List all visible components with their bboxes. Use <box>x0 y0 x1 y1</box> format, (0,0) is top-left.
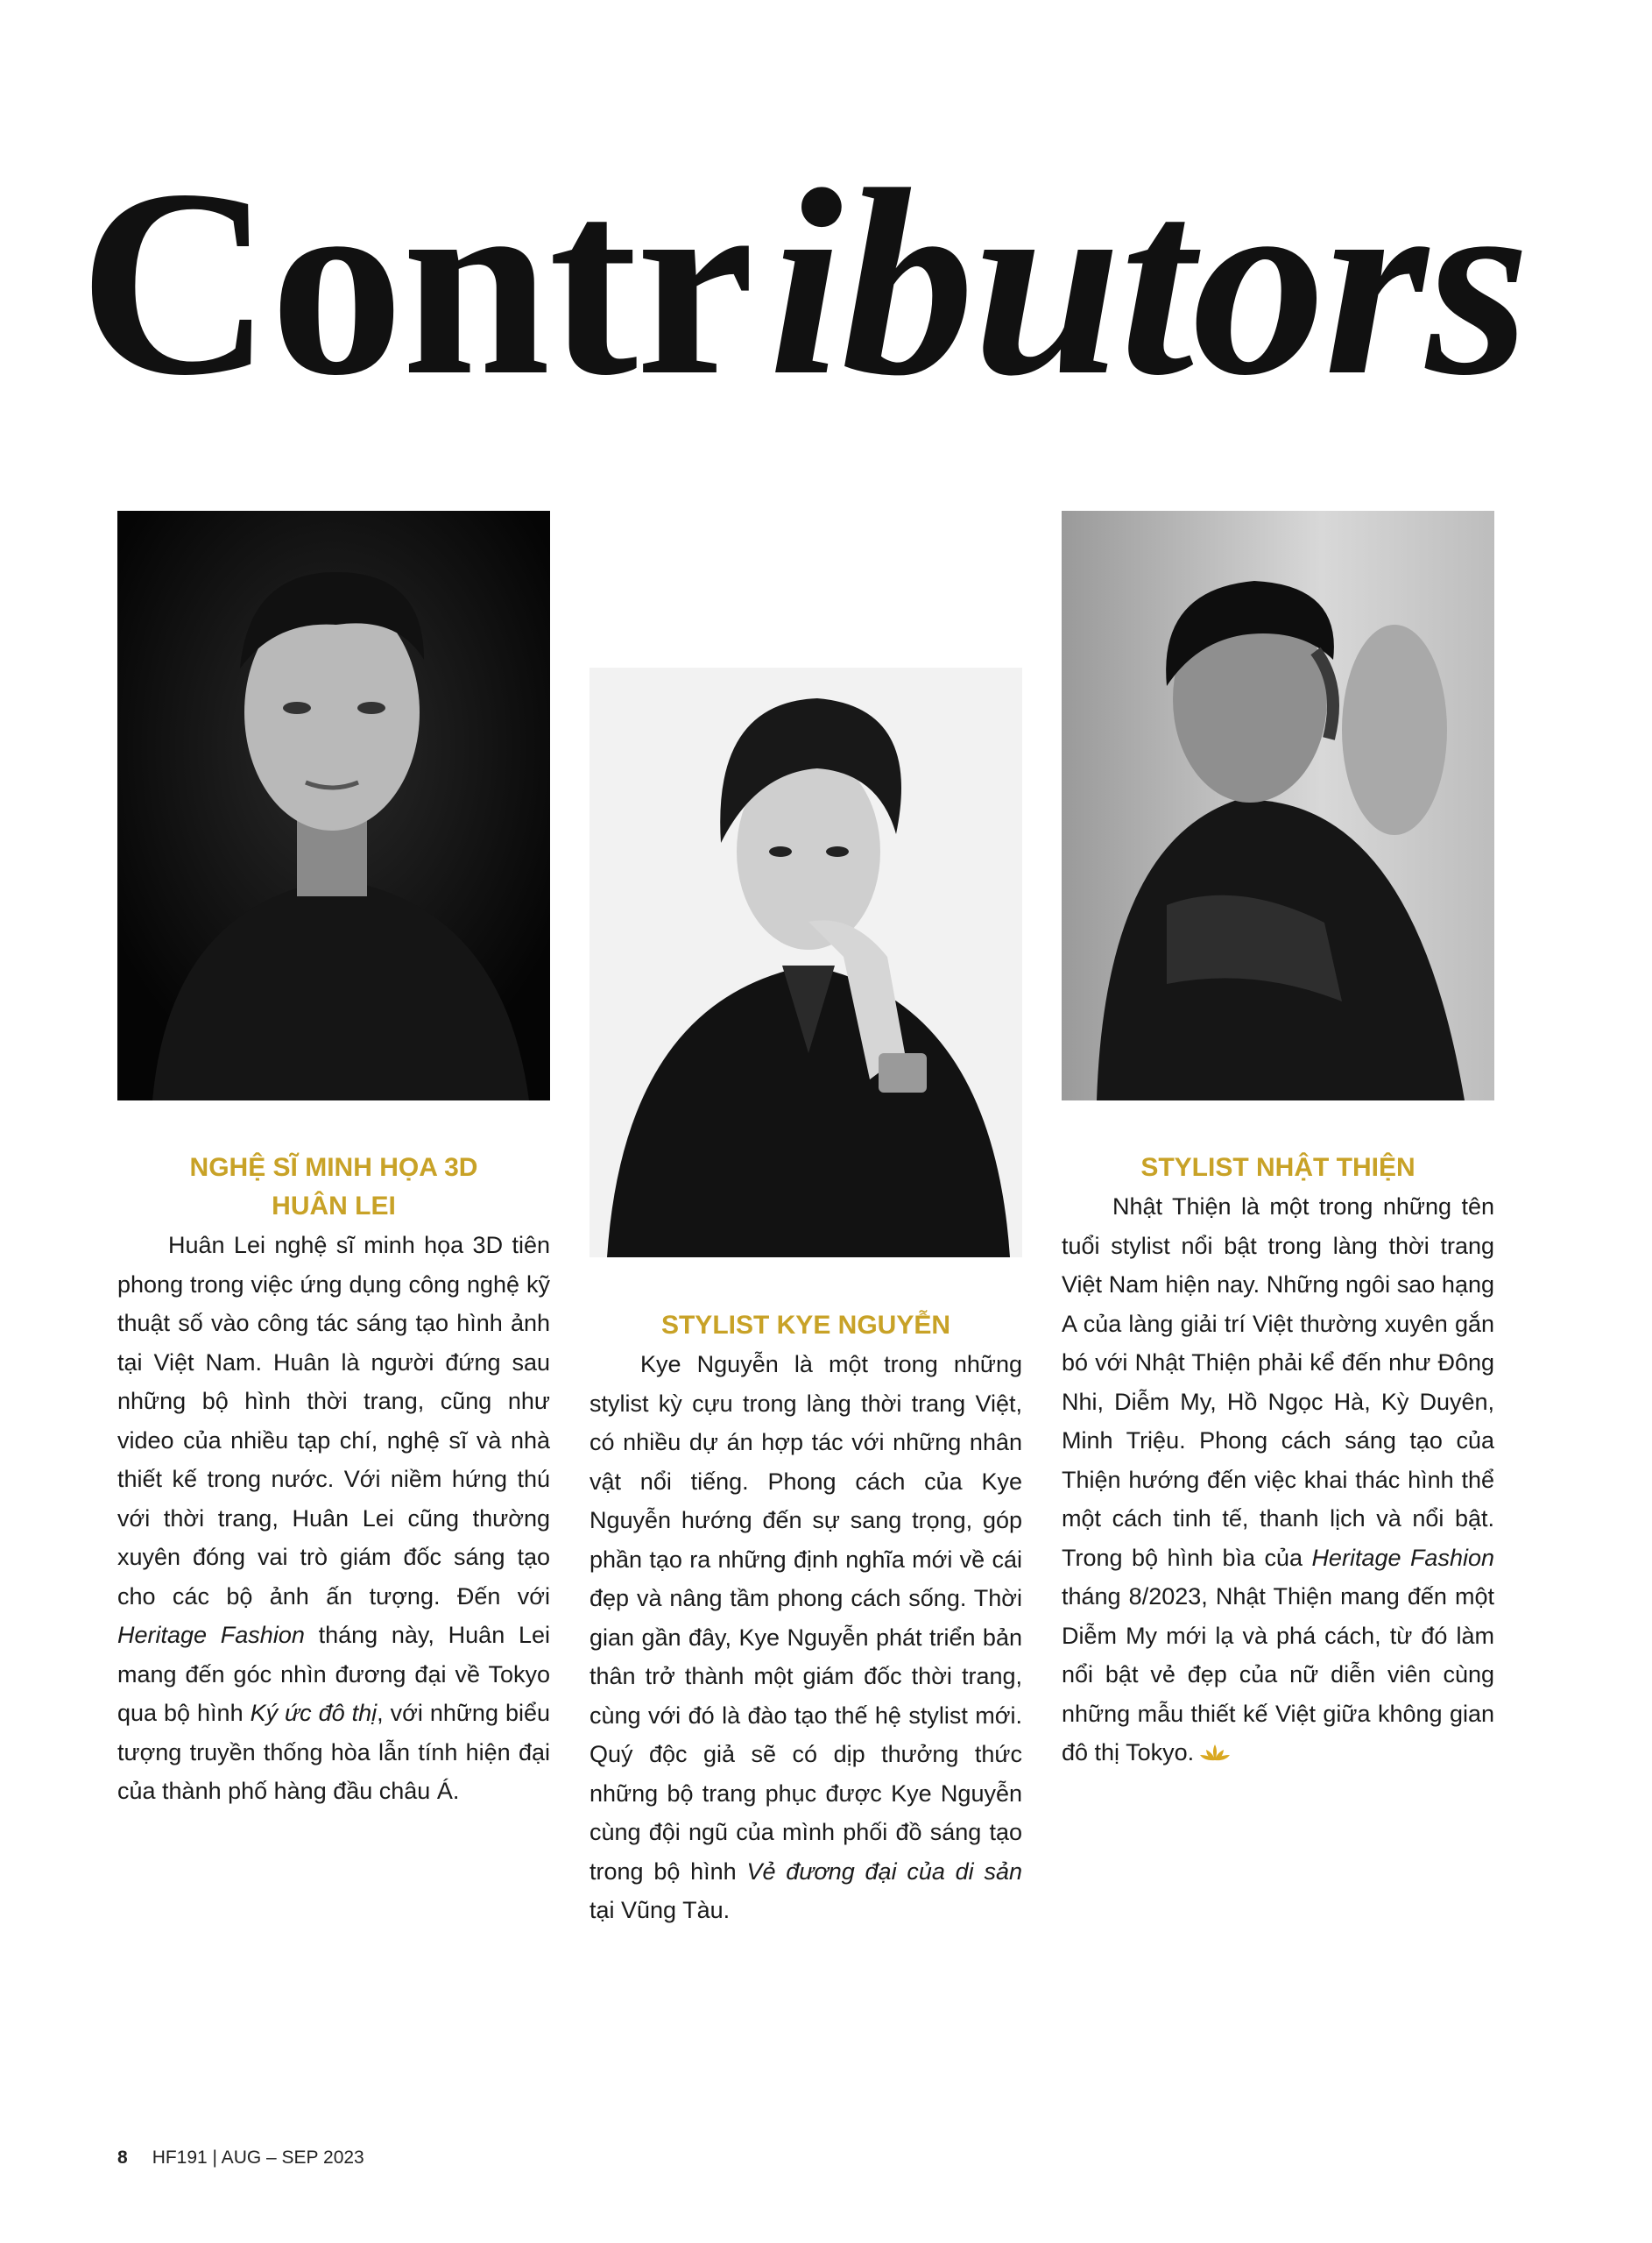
contributor-title: STYLIST KYE NGUYỄN <box>660 1311 951 1340</box>
heading-line: NGHỆ SĨ MINH HỌA 3D <box>189 1153 478 1182</box>
contributor-bio: Nhật Thiện là một trong những tên tuổi stylist nổi bật trong làng thời trang Việt Nam hiện nay. Những ngôi sao hạng A của làng giải trí Việt thường xuyên gắn bó với Nhật Thiện phải kể đến như Đông Nhi, Diễm My, Hồ Ngọc Hà, Kỳ Duyên, Minh Triệu. Phong cách sáng tạo của Thiện hướng đến việc khai thác hình thể một cách tinh tế, thanh lịch và nổi bật. Trong bộ hình bìa của Heritage Fashion tháng 8/2023, Nhật Thiện mang đến một Diễm My mới lạ và phá cách, từ đó làm nổi bật vẻ đẹp của nữ diễn viên cùng những mẫu thiết kế Việt giữa không gian đô thị Tokyo. <box>1062 1193 1494 1765</box>
contributor-card-huan-lei <box>117 1149 550 1811</box>
contributor-card-nhat-thien <box>1062 1149 1494 1772</box>
portrait-image <box>117 511 550 1100</box>
contributor-title: STYLIST NHẬT THIỆN <box>1140 1153 1415 1182</box>
portrait-kye-nguyen <box>589 668 1022 1257</box>
page-number: 8 <box>117 2147 128 2168</box>
portrait-image <box>589 668 1022 1257</box>
issue-info: HF191 | AUG – SEP 2023 <box>152 2147 364 2168</box>
heading-line: HUÂN LEI <box>272 1192 396 1221</box>
portrait-image <box>1062 511 1494 1100</box>
portrait-huan-lei <box>117 511 550 1100</box>
portrait-nhat-thien <box>1062 511 1494 1100</box>
page-footer <box>117 2147 364 2169</box>
title-part-italic: ibutors <box>768 134 1528 430</box>
contributor-bio: Huân Lei nghệ sĩ minh họa 3D tiên phong trong việc ứng dụng công nghệ kỹ thuật số vào công tác sáng tạo hình ảnh tại Việt Nam. Huân là người đứng sau những bộ hình thời trang, cũng như video của nhiều tạp chí, nghệ sĩ và nhà thiết kế trong nước. Với niềm hứng thú với thời trang, Huân Lei cũng thường xuyên đóng vai trò giám đốc sáng tạo cho các bộ ảnh ấn tượng. Đến với Heritage Fashion tháng này, Huân Lei mang đến góc nhìn đương đại về Tokyo qua bộ hình Ký ức đô thị, với những biểu tượng truyền thống hòa lẫn tính hiện đại của thành phố hàng đầu châu Á. <box>117 1232 550 1804</box>
contributor-title <box>117 1149 550 1226</box>
contributor-card-kye-nguyen <box>589 1306 1022 1930</box>
page-title <box>79 134 1568 430</box>
title-part-regular: Contr <box>79 134 753 430</box>
contributor-bio: Kye Nguyễn là một trong những stylist kỳ cựu trong làng thời trang Việt, có nhiều dự án hợp tác với những nhân vật nổi tiếng. Phong cách của Kye Nguyễn hướng đến sự sang trọng, góp phần tạo ra những định nghĩa mới về cái đẹp và nâng tầm phong cách sống. Thời gian gần đây, Kye Nguyễn phát triển bản thân trở thành một giám đốc thời trang, cùng với đó là đào tạo thế hệ stylist mới. Quý độc giả sẽ có dịp thưởng thức những bộ trang phục được Kye Nguyễn cùng đội ngũ của mình phối đồ sáng tạo trong bộ hình Vẻ đương đại của di sản tại Vũng Tàu. <box>589 1351 1022 1923</box>
lotus-icon <box>1199 1743 1231 1762</box>
